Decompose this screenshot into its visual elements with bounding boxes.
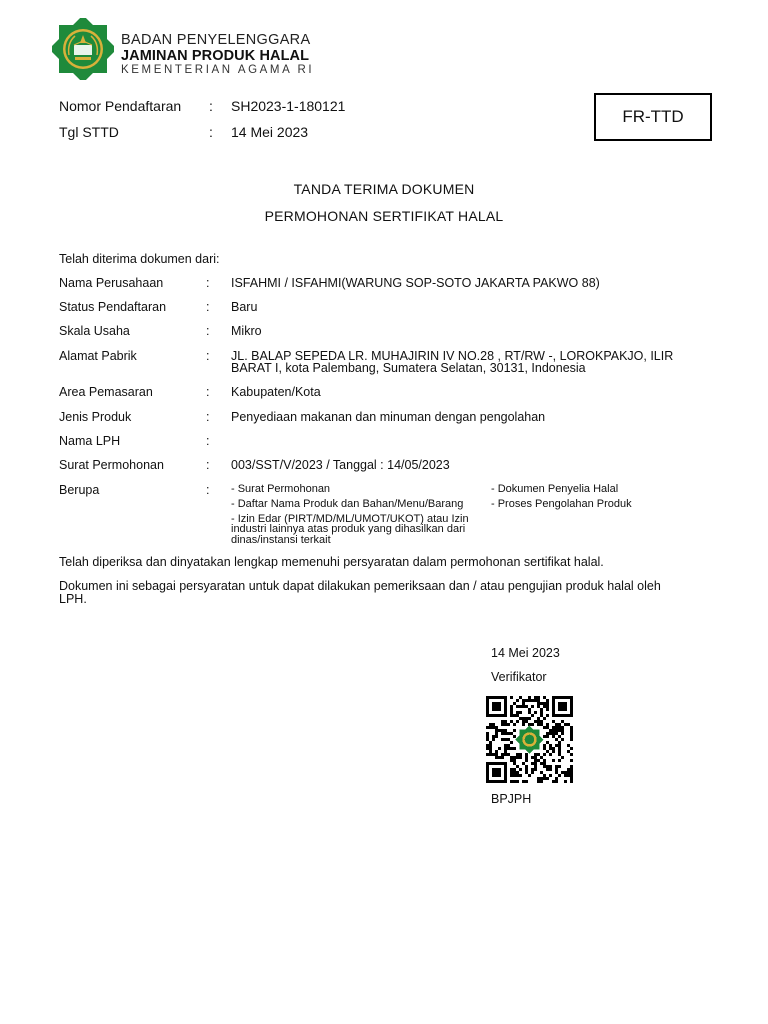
area-pemasaran-value: Kabupaten/Kota [231, 385, 321, 399]
status-pendaftaran-label: Status Pendaftaran [59, 300, 167, 314]
statement-paragraph-2-line-2: LPH. [59, 592, 87, 606]
status-pendaftaran-value: Baru [231, 300, 258, 314]
doc-title-line-2: PERMOHONAN SERTIFIKAT HALAL [264, 208, 504, 224]
alamat-pabrik-value-line-1: JL. BALAP SEPEDA LR. MUHAJIRIN IV NO.28 , RT/RW -, LOROKPAKJO, ILIR [231, 349, 674, 363]
nama-perusahaan-label: Nama Perusahaan [59, 276, 164, 290]
kemenag-emblem-icon [52, 18, 114, 80]
skala-usaha-value: Mikro [231, 324, 262, 338]
form-code-box [594, 93, 712, 141]
berupa-item-izin-line-1: - Izin Edar (PIRT/MD/ML/UMOT/UKOT) atau Izin [231, 513, 469, 525]
field-colon: : [206, 324, 210, 338]
tgl-sttd-label: Tgl STTD [59, 124, 119, 140]
nama-perusahaan-value: ISFAHMI / ISFAHMI(WARUNG SOP-SOTO JAKARTA PAKWO 88) [231, 276, 600, 290]
area-pemasaran-label: Area Pemasaran [59, 385, 153, 399]
alamat-pabrik-value-line-2: BARAT I, kota Palembang, Sumatera Selatan, 30131, Indonesia [231, 361, 586, 375]
org-line-2: JAMINAN PRODUK HALAL [121, 47, 310, 64]
signature-org: BPJPH [491, 792, 532, 806]
berupa-item-izin-line-3: dinas/instansi terkait [231, 534, 331, 546]
form-code: FR-TTD [622, 107, 684, 126]
statement-paragraph-1: Telah diperiksa dan dinyatakan lengkap memenuhi persyaratan dalam permohonan sertifikat halal. [59, 555, 604, 569]
berupa-item: - Proses Pengolahan Produk [491, 498, 632, 510]
jenis-produk-label: Jenis Produk [59, 410, 132, 424]
doc-title-line-1: TANDA TERIMA DOKUMEN [293, 181, 475, 197]
tgl-sttd-value: 14 Mei 2023 [231, 124, 309, 140]
jenis-produk-value: Penyediaan makanan dan minuman dengan pengolahan [231, 410, 546, 424]
berupa-item-izin-line-2: industri lainnya atas produk yang dihasilkan dari [231, 523, 466, 535]
field-colon: : [206, 385, 210, 399]
field-colon: : [206, 434, 210, 448]
tgl-colon: : [209, 124, 213, 140]
nomor-pendaftaran-label: Nomor Pendaftaran [59, 98, 182, 114]
nama-lph-label: Nama LPH [59, 434, 121, 448]
signature-role: Verifikator [491, 670, 547, 684]
field-colon: : [206, 483, 210, 497]
field-colon: : [206, 410, 210, 424]
org-line-1: BADAN PENYELENGGARA [121, 32, 311, 48]
berupa-item: - Daftar Nama Produk dan Bahan/Menu/Barang [231, 498, 464, 510]
qr-code-icon [486, 696, 573, 783]
field-colon: : [206, 276, 210, 290]
field-colon: : [206, 300, 210, 314]
surat-permohonan-value: 003/SST/V/2023 / Tanggal : 14/05/2023 [231, 458, 450, 472]
surat-permohonan-label: Surat Permohonan [59, 458, 164, 472]
org-line-3: KEMENTERIAN AGAMA RI [121, 64, 315, 76]
field-colon: : [206, 458, 210, 472]
berupa-label: Berupa [59, 483, 100, 497]
org-name [121, 33, 314, 77]
skala-usaha-label: Skala Usaha [59, 324, 130, 338]
field-colon: : [206, 349, 210, 363]
alamat-pabrik-label: Alamat Pabrik [59, 349, 137, 363]
nomor-colon: : [209, 98, 213, 114]
nomor-pendaftaran-value: SH2023-1-180121 [231, 98, 346, 114]
berupa-item: - Dokumen Penyelia Halal [491, 483, 619, 495]
berupa-item: - Surat Permohonan [231, 483, 331, 495]
signature-date: 14 Mei 2023 [491, 646, 560, 660]
intro-text: Telah diterima dokumen dari: [59, 252, 220, 266]
statement-paragraph-2-line-1: Dokumen ini sebagai persyaratan untuk dapat dilakukan pemeriksaan dan / atau pengujian produk halal oleh [59, 579, 661, 593]
